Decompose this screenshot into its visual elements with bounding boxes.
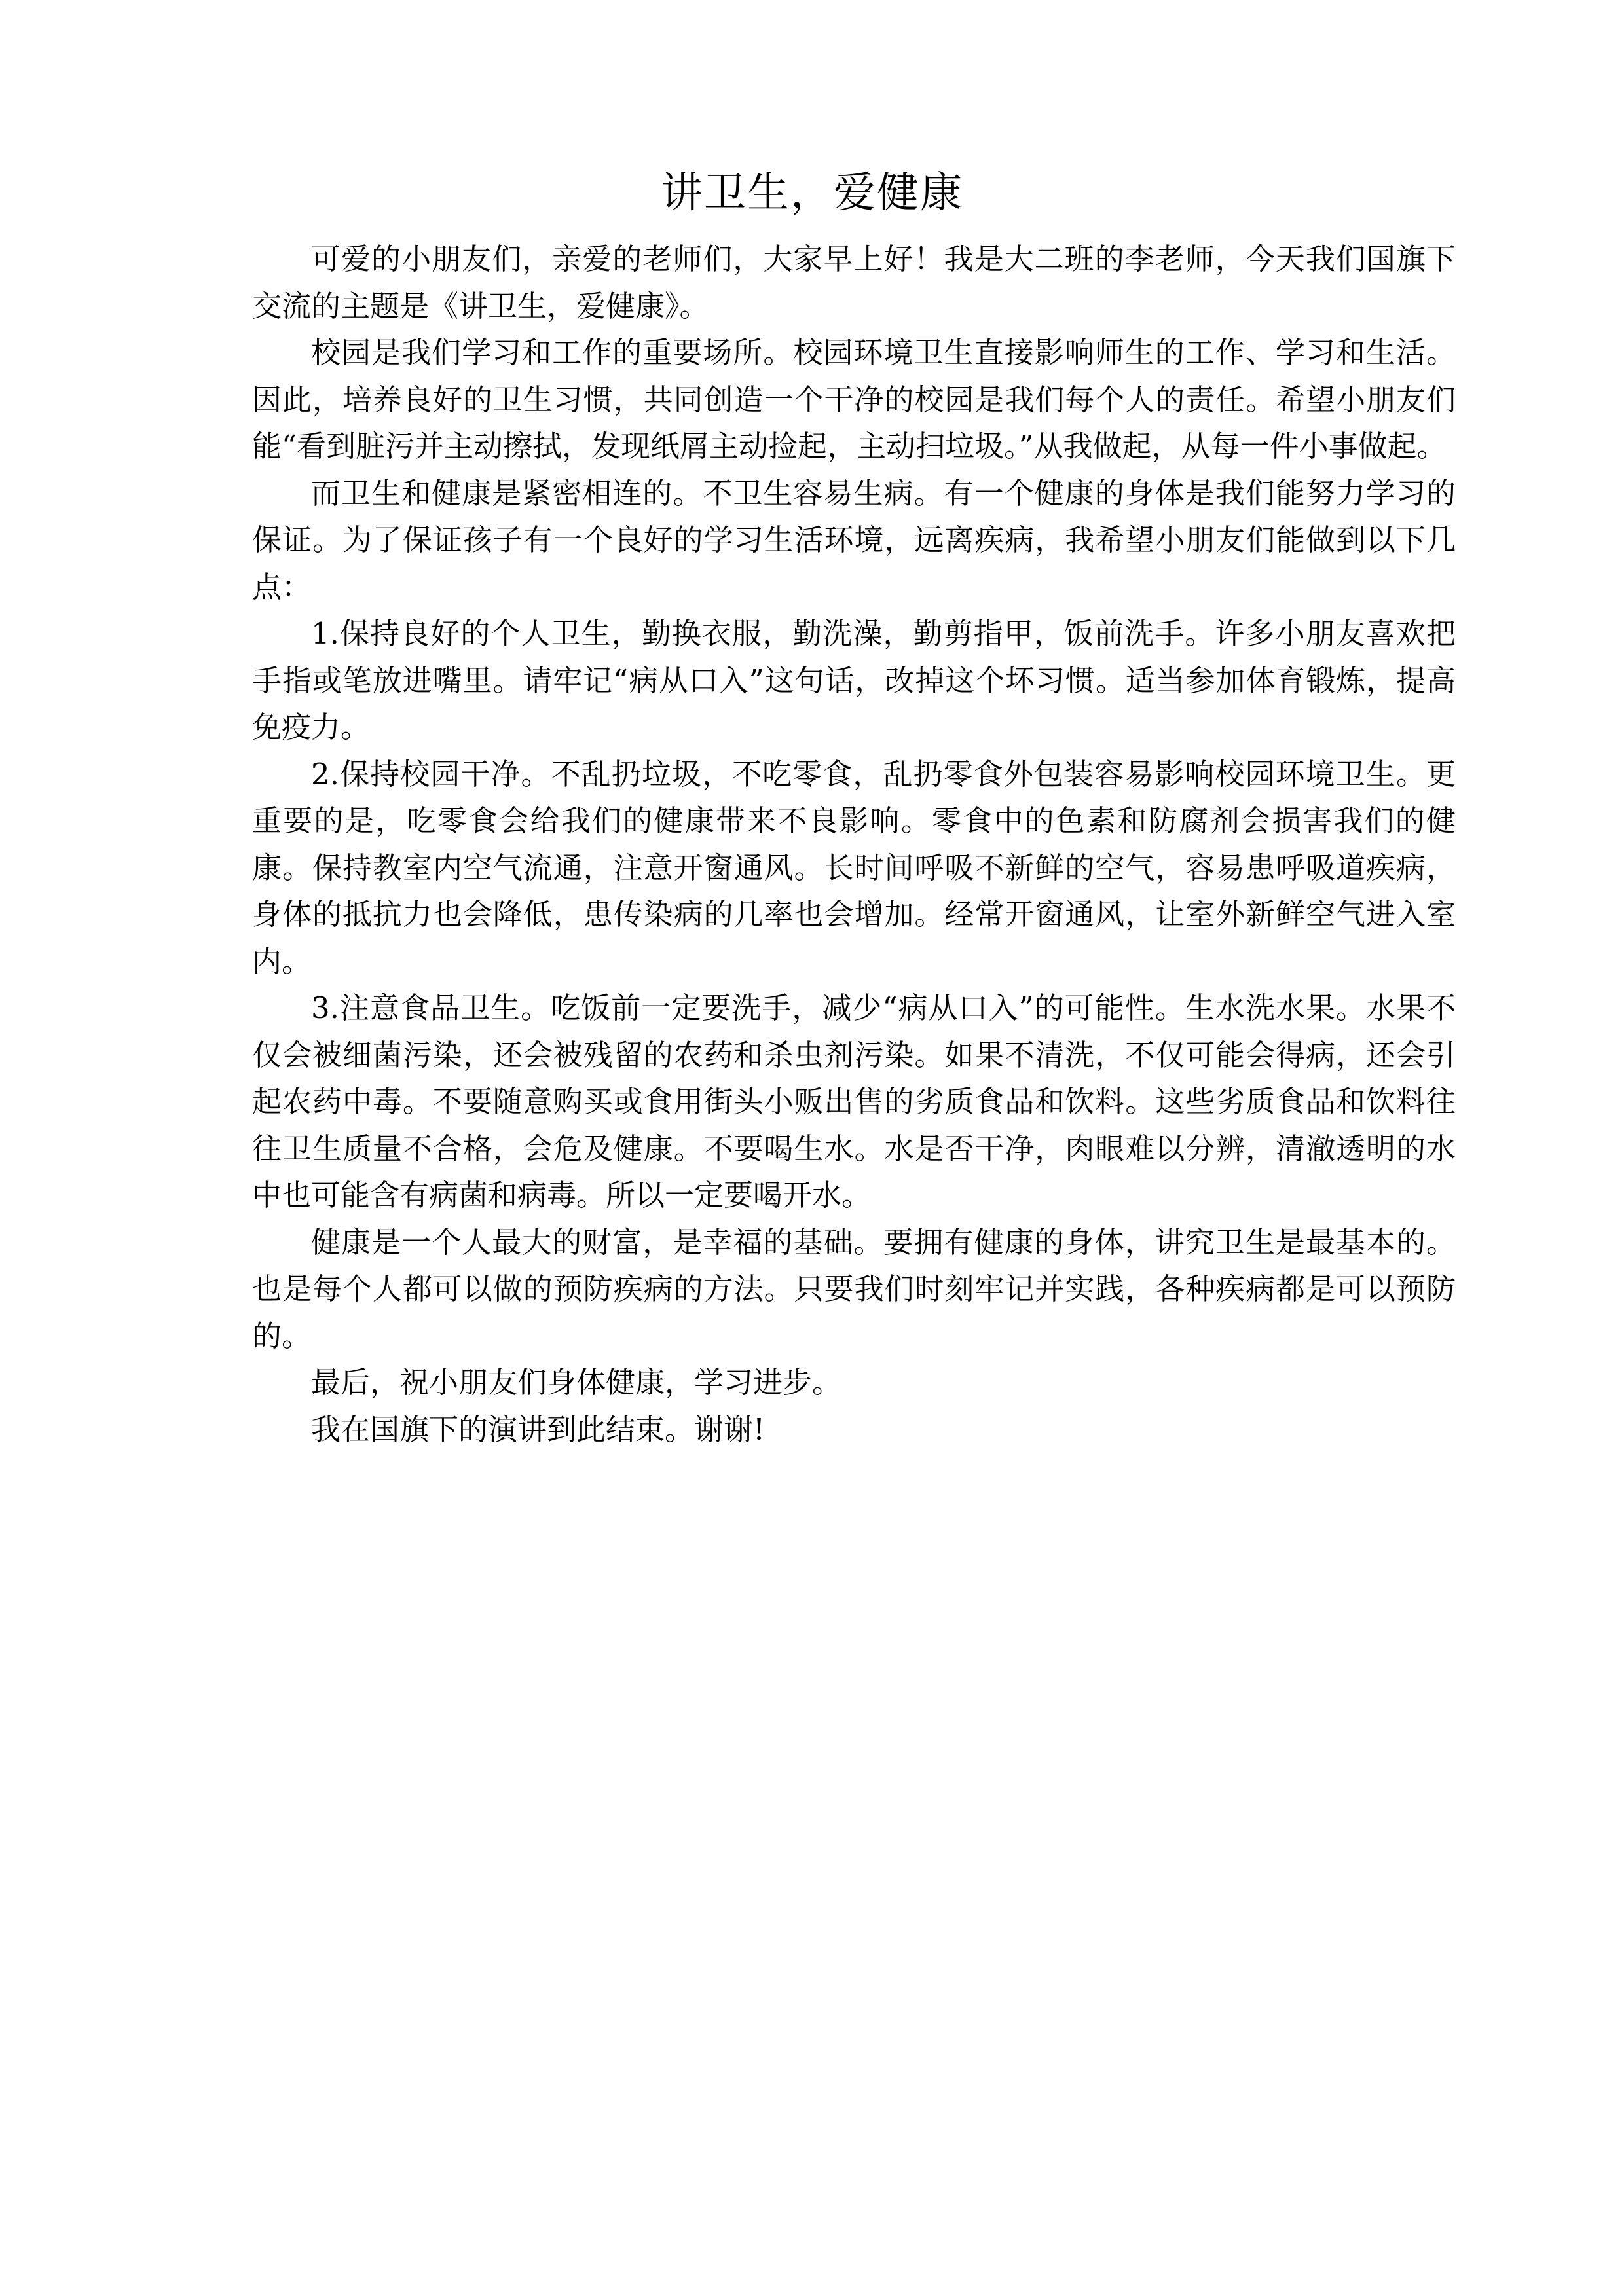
paragraph-greeting: 可爱的小朋友们，亲爱的老师们，大家早上好！我是大二班的李老师，今天我们国旗下交流的主题是《讲卫生，爱健康》。 (252, 242, 1456, 323)
paragraph-campus-environment: 校园是我们学习和工作的重要场所。校园环境卫生直接影响师生的工作、学习和生活。因此，培养良好的卫生习惯，共同创造一个干净的校园是我们每个人的责任。希望小朋友们能“看到脏污并主动擦拭，发现纸屑主动捡起，主动扫垃圾。”从我做起，从每一件小事做起。 (252, 335, 1456, 464)
document-title: 讲卫生，爱健康 (661, 169, 963, 217)
paragraph-hygiene-and-health: 而卫生和健康是紧密相连的。不卫生容易生病。有一个健康的身体是我们能努力学习的保证。为了保证孩子有一个良好的学习生活环境，远离疾病，我希望小朋友们能做到以下几点： (252, 475, 1456, 604)
paragraph-closing-wishes: 最后，祝小朋友们身体健康，学习进步。 (311, 1365, 842, 1400)
paragraph-point-food-hygiene: 3.注意食品卫生。吃饭前一定要洗手，减少“病从口入”的可能性。生水洗水果。水果不仅会被细菌污染，还会被残留的农药和杀虫剂污染。如果不清洗，不仅可能会得病，还会引起农药中毒。不要随意购买或食用街头小贩出售的劣质食品和饮料。这些劣质食品和饮料往往卫生质量不合格，会危及健康。不要喝生水。水是否干净，肉眼难以分辨，清澈透明的水中也可能含有病菌和病毒。所以一定要喝开水。 (252, 991, 1456, 1212)
document-body (252, 236, 1456, 1453)
paragraph-ending: 我在国旗下的演讲到此结束。谢谢! (311, 1412, 766, 1447)
paragraph-health-is-wealth: 健康是一个人最大的财富，是幸福的基础。要拥有健康的身体，讲究卫生是最基本的。也是每个人都可以做的预防疾病的方法。只要我们时刻牢记并实践，各种疾病都是可以预防的。 (252, 1224, 1456, 1353)
paragraph-point-personal-hygiene: 1.保持良好的个人卫生，勤换衣服，勤洗澡，勤剪指甲，饭前洗手。许多小朋友喜欢把手指或笔放进嘴里。请牢记“病从口入”这句话，改掉这个坏习惯。适当参加体育锻炼，提高免疫力。 (252, 616, 1456, 744)
paragraph-point-clean-campus: 2.保持校园干净。不乱扔垃圾，不吃零食，乱扔零食外包装容易影响校园环境卫生。更重要的是，吃零食会给我们的健康带来不良影响。零食中的色素和防腐剂会损害我们的健康。保持教室内空气流通，注意开窗通风。长时间呼吸不新鲜的空气，容易患呼吸道疾病，身体的抵抗力也会降低，患传染病的几率也会增加。经常开窗通风，让室外新鲜空气进入室内。 (252, 756, 1456, 979)
